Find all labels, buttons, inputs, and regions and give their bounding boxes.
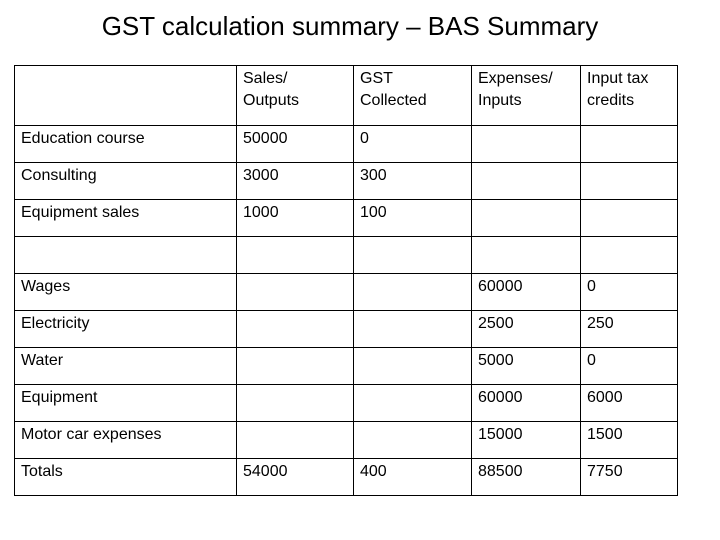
table-row bbox=[15, 126, 678, 163]
header-gst-collected bbox=[354, 66, 472, 126]
itc-cell: 250 bbox=[581, 311, 678, 348]
gst-cell bbox=[354, 348, 472, 385]
gst-cell bbox=[354, 422, 472, 459]
row-label-cell: Electricity bbox=[15, 311, 237, 348]
table-row bbox=[15, 459, 678, 496]
header-input-tax-credits bbox=[581, 66, 678, 126]
table-row bbox=[15, 163, 678, 200]
table-header-row bbox=[15, 66, 678, 126]
row-label-cell: Wages bbox=[15, 274, 237, 311]
sales-cell bbox=[237, 422, 354, 459]
gst-cell bbox=[354, 274, 472, 311]
header-line: Input tax bbox=[587, 70, 649, 87]
header-expenses-inputs bbox=[472, 66, 581, 126]
row-label-cell bbox=[15, 237, 237, 274]
header-line: Outputs bbox=[243, 92, 300, 109]
sales-cell: 1000 bbox=[237, 200, 354, 237]
row-label-cell: Motor car expenses bbox=[15, 422, 237, 459]
row-label-cell: Equipment sales bbox=[15, 200, 237, 237]
gst-cell: 100 bbox=[354, 200, 472, 237]
sales-cell bbox=[237, 311, 354, 348]
expenses-cell: 60000 bbox=[472, 274, 581, 311]
table-row bbox=[15, 348, 678, 385]
table-row bbox=[15, 200, 678, 237]
table-row bbox=[15, 311, 678, 348]
header-sales-outputs bbox=[237, 66, 354, 126]
expenses-cell bbox=[472, 200, 581, 237]
sales-cell: 3000 bbox=[237, 163, 354, 200]
itc-cell bbox=[581, 200, 678, 237]
header-line: Sales/ bbox=[243, 70, 288, 87]
expenses-cell: 5000 bbox=[472, 348, 581, 385]
expenses-cell bbox=[472, 163, 581, 200]
table-row bbox=[15, 237, 678, 274]
page-title: GST calculation summary – BAS Summary bbox=[101, 11, 599, 41]
gst-cell bbox=[354, 385, 472, 422]
row-label-cell: Education course bbox=[15, 126, 237, 163]
itc-cell bbox=[581, 237, 678, 274]
expenses-cell: 60000 bbox=[472, 385, 581, 422]
row-label-cell: Water bbox=[15, 348, 237, 385]
table-row bbox=[15, 385, 678, 422]
itc-cell: 6000 bbox=[581, 385, 678, 422]
gst-cell: 300 bbox=[354, 163, 472, 200]
gst-cell bbox=[354, 237, 472, 274]
gst-cell: 400 bbox=[354, 459, 472, 496]
sales-cell bbox=[237, 348, 354, 385]
itc-cell: 7750 bbox=[581, 459, 678, 496]
table-row bbox=[15, 274, 678, 311]
sales-cell: 54000 bbox=[237, 459, 354, 496]
expenses-cell: 15000 bbox=[472, 422, 581, 459]
sales-cell bbox=[237, 237, 354, 274]
itc-cell: 0 bbox=[581, 274, 678, 311]
row-label-cell: Totals bbox=[15, 459, 237, 496]
expenses-cell bbox=[472, 237, 581, 274]
header-line: credits bbox=[587, 92, 635, 109]
expenses-cell: 88500 bbox=[472, 459, 581, 496]
gst-cell: 0 bbox=[354, 126, 472, 163]
expenses-cell bbox=[472, 126, 581, 163]
header-line: GST bbox=[360, 70, 393, 87]
header-line: Collected bbox=[360, 92, 427, 109]
itc-cell bbox=[581, 126, 678, 163]
itc-cell: 1500 bbox=[581, 422, 678, 459]
sales-cell bbox=[237, 274, 354, 311]
expenses-cell: 2500 bbox=[472, 311, 581, 348]
bas-summary-table bbox=[14, 65, 678, 496]
header-cell-blank bbox=[15, 66, 237, 126]
itc-cell: 0 bbox=[581, 348, 678, 385]
header-line: Expenses/ bbox=[478, 70, 553, 87]
row-label-cell: Equipment bbox=[15, 385, 237, 422]
table-row bbox=[15, 422, 678, 459]
row-label-cell: Consulting bbox=[15, 163, 237, 200]
sales-cell: 50000 bbox=[237, 126, 354, 163]
itc-cell bbox=[581, 163, 678, 200]
gst-cell bbox=[354, 311, 472, 348]
sales-cell bbox=[237, 385, 354, 422]
header-line: Inputs bbox=[478, 92, 522, 109]
